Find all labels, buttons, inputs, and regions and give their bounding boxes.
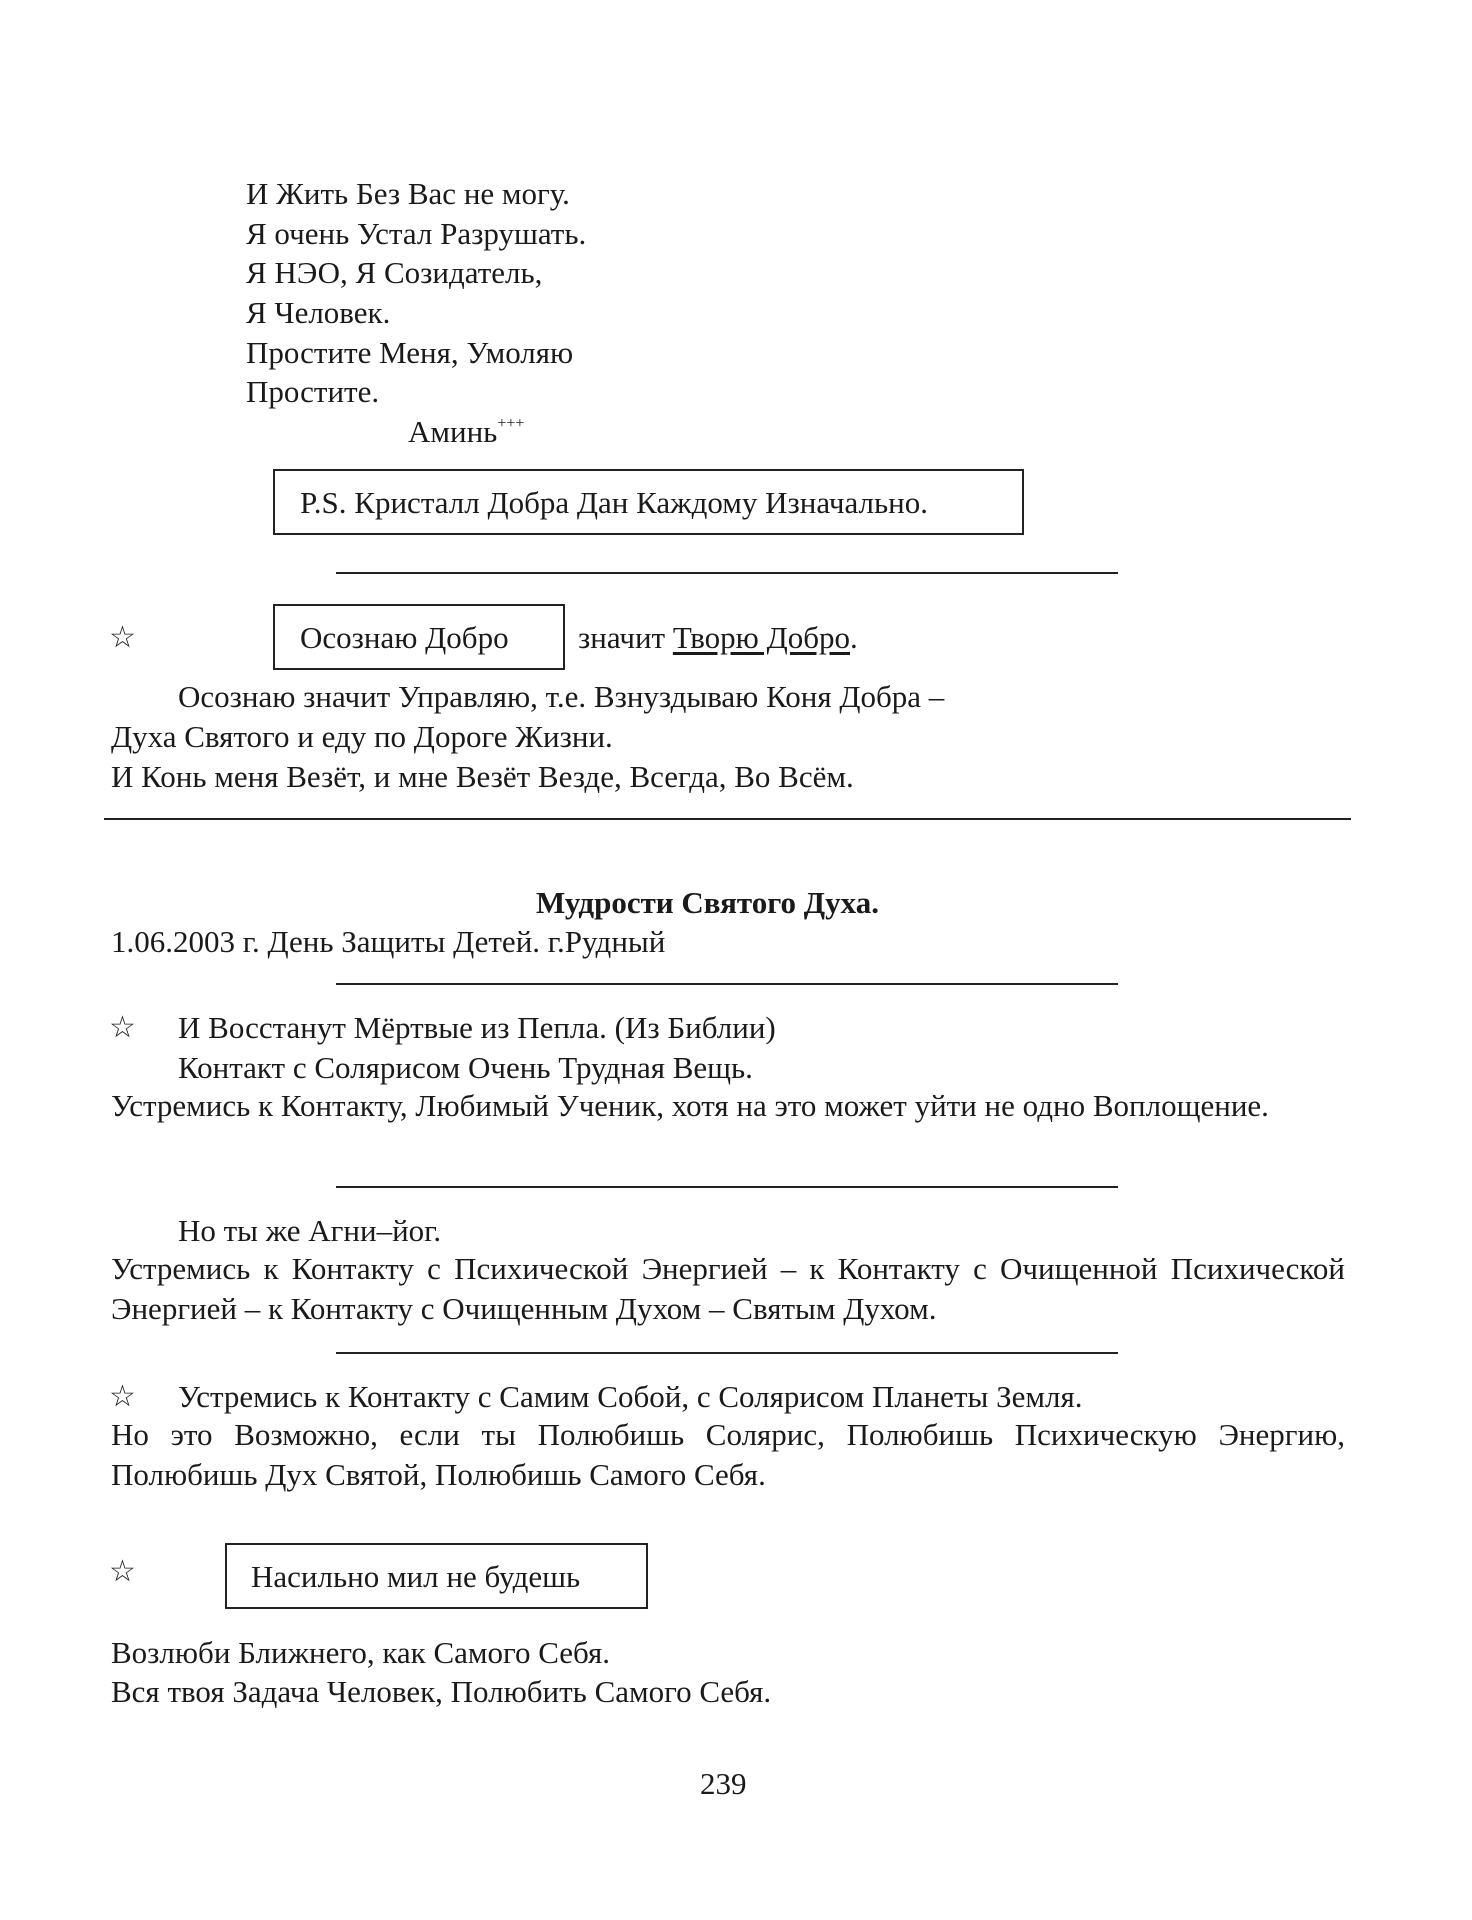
underlined-phrase: Творю Добро <box>672 620 850 655</box>
poem-line: Я Человек. <box>246 295 391 330</box>
phrase-end: . <box>850 620 858 655</box>
poem-line: Простите. <box>246 374 380 409</box>
poem-line: Я очень Устал Разрушать. <box>246 216 587 251</box>
star-icon: ☆ <box>109 1554 136 1589</box>
text-line: Возлюби Ближнего, как Самого Себя. <box>111 1635 611 1670</box>
text-line: И Восстанут Мёртвые из Пепла. (Из Библии) <box>178 1010 776 1045</box>
phrase-continuation <box>578 622 858 653</box>
section-heading: Мудрости Святого Духа. <box>536 885 879 920</box>
star-icon: ☆ <box>109 1379 136 1414</box>
amen-word: Аминь <box>408 414 498 449</box>
ps-text: P.S. Кристалл Добра Дан Каждому Изначально. <box>300 485 928 520</box>
phrase-middle: значит <box>578 620 666 655</box>
text-line: Осознаю значит Управляю, т.е. Взнуздываю Коня Добра – <box>178 679 945 714</box>
section-divider <box>104 818 1351 820</box>
text-line: Контакт с Солярисом Очень Трудная Вещь. <box>178 1050 753 1085</box>
paragraph: Но это Возможно, если ты Полюбишь Солярис, Полюбишь Психическую Энергию, Полюбишь Дух Святой, Полюбишь Самого Себя. <box>111 1417 1345 1492</box>
text-line: Вся твоя Задача Человек, Полюбить Самого Себя. <box>111 1674 772 1709</box>
amen-line <box>408 416 524 447</box>
poem-line: Я НЭО, Я Созидатель, <box>246 255 543 290</box>
star-icon: ☆ <box>109 620 136 655</box>
boxed-phrase-text: Осознаю Добро <box>300 620 509 655</box>
text-line: Но ты же Агни–йог. <box>178 1213 442 1248</box>
text-line: Духа Святого и еду по Дороге Жизни. <box>111 719 613 754</box>
text-line: Устремись к Контакту с Самим Собой, с Солярисом Планеты Земля. <box>178 1379 1083 1414</box>
paragraph: Устремись к Контакту, Любимый Ученик, хотя на это может уйти не одно Воплощение. <box>111 1088 1269 1123</box>
divider <box>336 1186 1118 1188</box>
amen-mark: +++ <box>497 415 525 432</box>
boxed-phrase-text: Насильно мил не будешь <box>251 1559 581 1594</box>
poem-line: И Жить Без Вас не могу. <box>246 176 570 211</box>
star-icon: ☆ <box>109 1010 136 1045</box>
paragraph: Устремись к Контакту с Психической Энергией – к Контакту с Очищенной Психической Энергией – к Контакту с Очищенным Духом – Святым Духом. <box>111 1251 1345 1326</box>
page-number: 239 <box>700 1766 747 1801</box>
divider <box>336 983 1118 985</box>
poem-line: Простите Меня, Умоляю <box>246 335 574 370</box>
divider <box>336 572 1118 574</box>
text-line: И Конь меня Везёт, и мне Везёт Везде, Всегда, Во Всём. <box>111 759 854 794</box>
date-line: 1.06.2003 г. День Защиты Детей. г.Рудный <box>111 924 666 959</box>
divider <box>336 1352 1118 1354</box>
